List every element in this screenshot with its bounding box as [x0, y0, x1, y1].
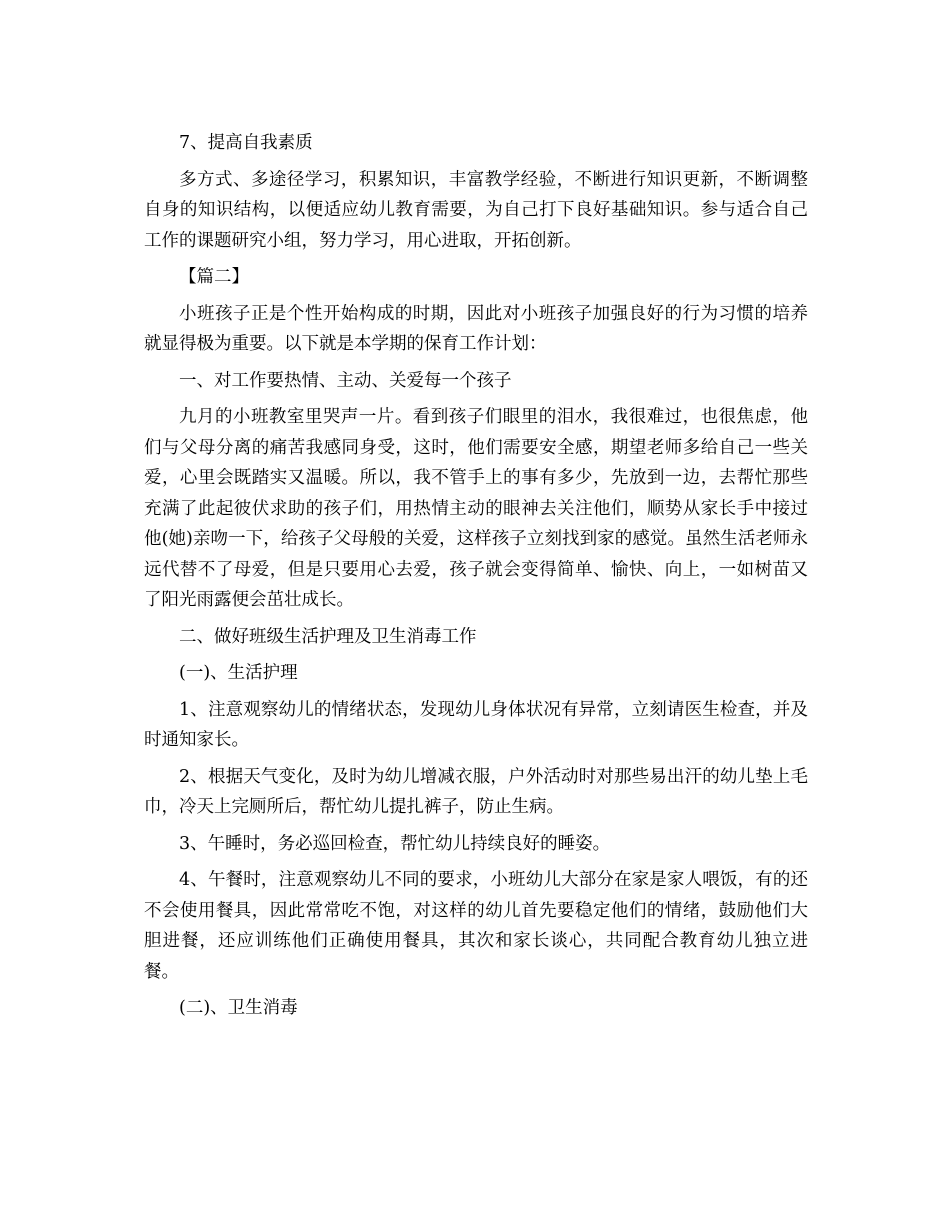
subsection-heading-life-care: (一)、生活护理: [179, 663, 298, 683]
paragraph-september: 九月的小班教室里哭声一片。看到孩子们眼里的泪水，我很难过，也很焦虑，他们与父母分离的痛苦我感同身受，这时，他们需要安全感，期望老师多给自己一些关爱，心里会既踏实又温暖。所以，我不管手上的事有多少，先放到一边，去帮忙那些充满了此起彼伏求助的孩子们，用热情主动的眼神去关注他们，顺势从家长手中接过他(她)亲吻一下，给孩子父母般的关爱，这样孩子立刻找到家的感觉。虽然生活老师永远代替不了母爱，但是只要用心去爱，孩子就会变得简单、愉快、向上，一如树苗又了阳光雨露便会茁壮成长。: [144, 407, 808, 610]
section-heading-one: 一、对工作要热情、主动、关爱每一个孩子: [179, 370, 512, 391]
list-item-3: 3、午睡时，务必巡回检查，帮忙幼儿持续良好的睡姿。: [179, 833, 611, 854]
part-two-heading: 【篇二】: [179, 267, 249, 287]
section-heading-two: 二、做好班级生活护理及卫生消毒工作: [179, 626, 477, 647]
subsection-heading-hygiene: (二)、卫生消毒: [179, 998, 298, 1018]
paragraph-self-improvement: 多方式、多途径学习，积累知识，丰富教学经验，不断进行知识更新，不断调整自身的知识结构，以便适应幼儿教育需要，为自己打下良好基础知识。参与适合自己工作的课题研究小组，努力学习，用心进取，开拓创新。: [144, 169, 808, 251]
paragraph-intro: 小班孩子正是个性开始构成的时期，因此对小班孩子加强良好的行为习惯的培养就显得极为重要。以下就是本学期的保育工作计划：: [144, 303, 808, 354]
section-heading-7: 7、提高自我素质: [179, 133, 313, 153]
list-item-4: 4、午餐时，注意观察幼儿不同的要求，小班幼儿大部分在家是家人喂饭，有的还不会使用餐具，因此常常吃不饱，对这样的幼儿首先要稳定他们的情绪，鼓励他们大胆进餐，还应训练他们正确使用餐具，其次和家长谈心，共同配合教育幼儿独立进餐。: [144, 870, 808, 982]
list-item-1: 1、注意观察幼儿的情绪状态，发现幼儿身体状况有异常，立刻请医生检查，并及时通知家长。: [144, 699, 808, 750]
list-item-2: 2、根据天气变化，及时为幼儿增减衣服，户外活动时对那些易出汗的幼儿垫上毛巾，冷天上完厕所后，帮忙幼儿提扎裤子，防止生病。: [144, 766, 808, 817]
document-body: [144, 128, 808, 1030]
